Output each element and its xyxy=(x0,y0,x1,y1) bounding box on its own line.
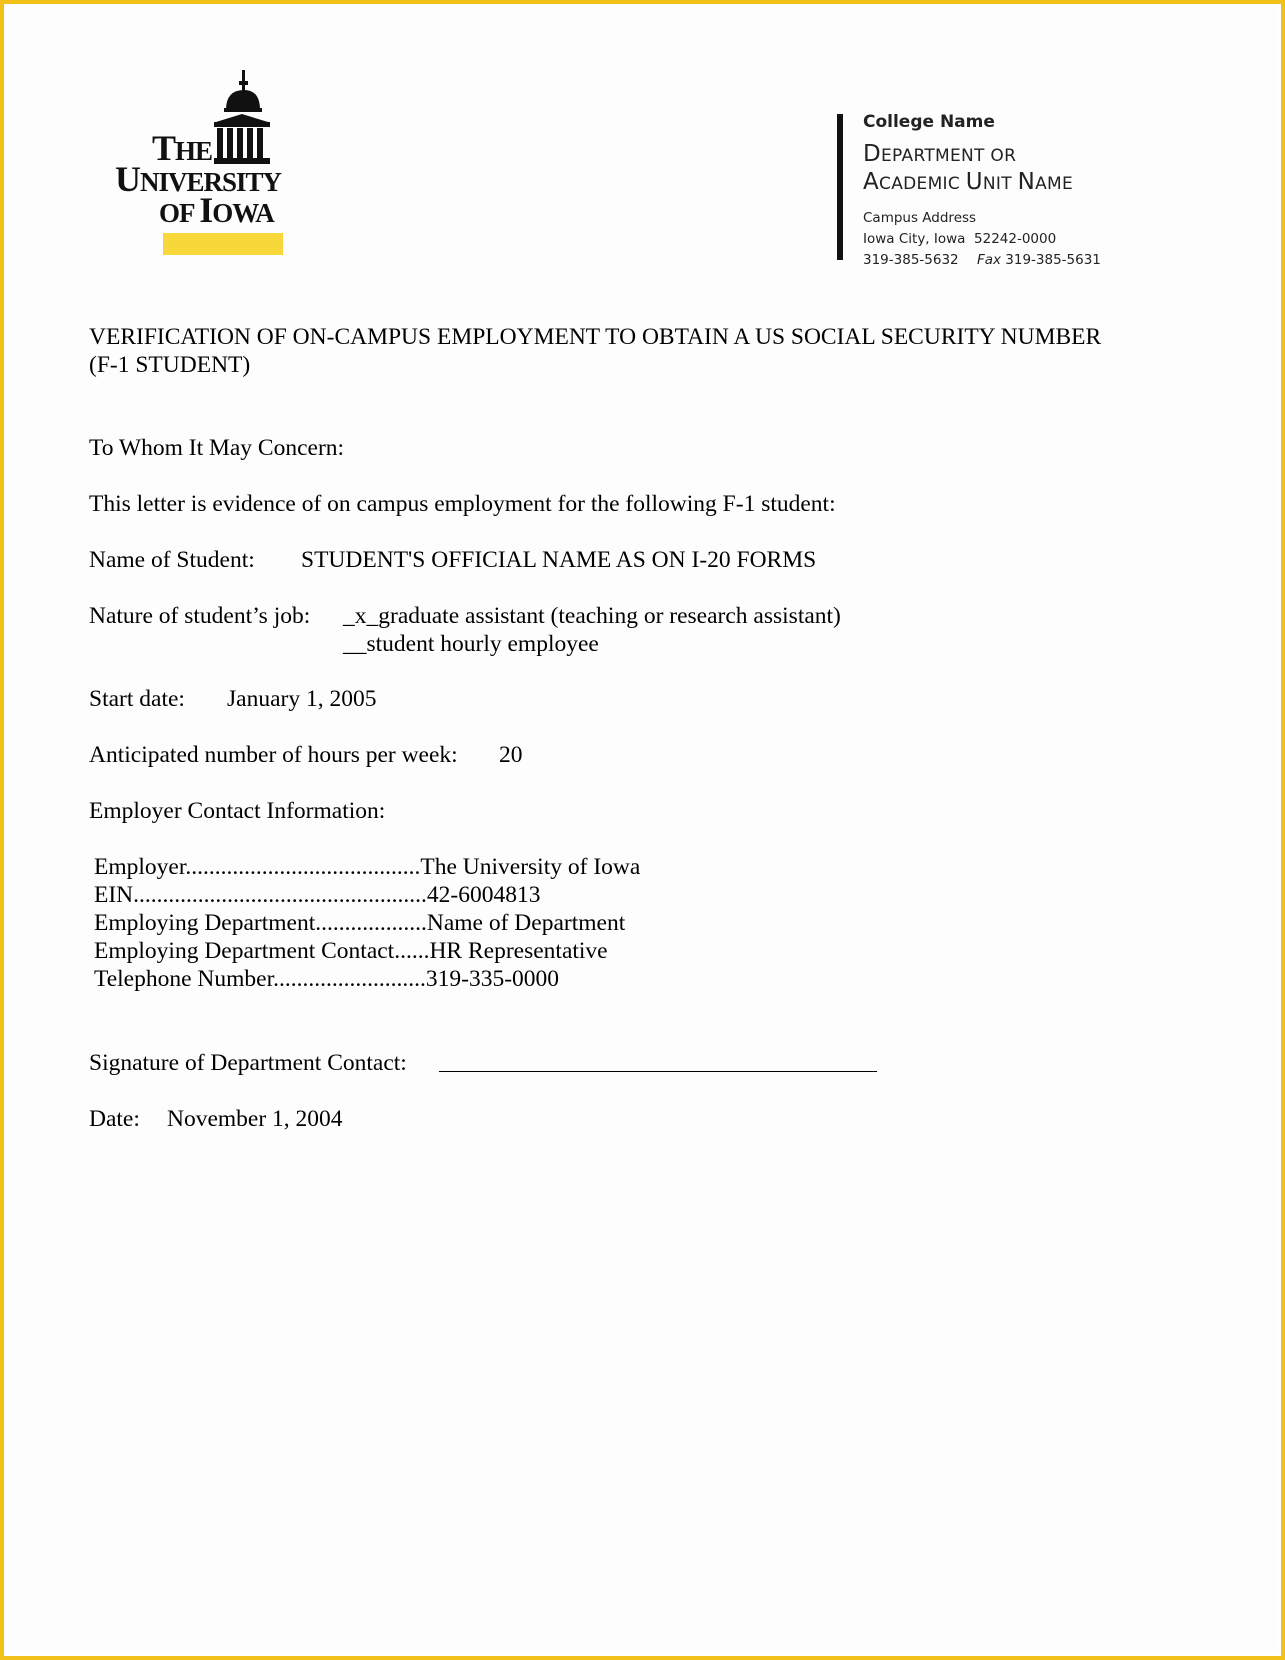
hours-per-week-label: Anticipated number of hours per week: xyxy=(89,742,458,768)
letterhead-address xyxy=(863,112,1101,271)
employer-info-department: Employing Department...................Name of Department xyxy=(94,910,626,936)
department-name xyxy=(863,141,1101,197)
job-option-graduate-assistant: _x_graduate assistant (teaching or research assistant) xyxy=(343,603,841,629)
campus-address: Campus Address xyxy=(863,210,977,226)
letter-title-line2: (F-1 STUDENT) xyxy=(89,352,251,378)
fax-number: 319-385-5631 xyxy=(1005,252,1101,268)
old-capitol-icon xyxy=(214,70,270,165)
employer-contact-heading: Employer Contact Information: xyxy=(89,798,386,824)
university-logo xyxy=(108,70,288,260)
department-line1: DEPARTMENT OR xyxy=(863,141,1017,167)
letter-title: VERIFICATION OF ON-CAMPUS EMPLOYMENT TO OBTAIN A US SOCIAL SECURITY NUMBER xyxy=(89,324,1102,350)
phone-fax-line xyxy=(863,250,1101,271)
employer-info-employer: Employer........................................The University of Iowa xyxy=(94,854,641,880)
letter-page xyxy=(8,8,1277,1652)
logo-university: UNIVERSITY xyxy=(115,159,282,199)
signature-label: Signature of Department Contact: xyxy=(89,1050,407,1076)
signature-line[interactable] xyxy=(439,1071,877,1072)
job-option-hourly-employee: __student hourly employee xyxy=(343,631,599,657)
logo-gold-bar xyxy=(163,233,283,255)
student-name-value: STUDENT'S OFFICIAL NAME AS ON I-20 FORMS xyxy=(301,547,817,573)
job-nature-label: Nature of student’s job: xyxy=(89,603,311,629)
date-label: Date: xyxy=(89,1106,140,1132)
letterhead-rule xyxy=(837,114,843,260)
hours-per-week-value: 20 xyxy=(499,742,523,768)
start-date-value: January 1, 2005 xyxy=(227,686,377,712)
employer-info-contact: Employing Department Contact......HR Representative xyxy=(94,938,608,964)
student-name-label: Name of Student: xyxy=(89,547,255,573)
intro-paragraph: This letter is evidence of on campus employment for the following F-1 student: xyxy=(89,491,836,517)
address-lines xyxy=(863,208,1101,271)
employer-info-ein: EIN..................................................42-6004813 xyxy=(94,882,541,908)
employer-info-telephone: Telephone Number..........................319-335-0000 xyxy=(94,966,560,992)
logo-of-iowa: OF IOWA xyxy=(159,190,274,230)
city-line: Iowa City, Iowa 52242-0000 xyxy=(863,231,1057,247)
start-date-label: Start date: xyxy=(89,686,185,712)
salutation: To Whom It May Concern: xyxy=(89,435,345,461)
fax-label: Fax xyxy=(976,252,1001,268)
employer-info-list xyxy=(94,853,640,993)
college-name: College Name xyxy=(863,112,995,132)
department-line2: ACADEMIC UNIT NAME xyxy=(863,169,1074,195)
phone-number: 319-385-5632 xyxy=(863,252,959,268)
date-value: November 1, 2004 xyxy=(167,1106,343,1132)
logo-the: THE xyxy=(152,128,213,168)
